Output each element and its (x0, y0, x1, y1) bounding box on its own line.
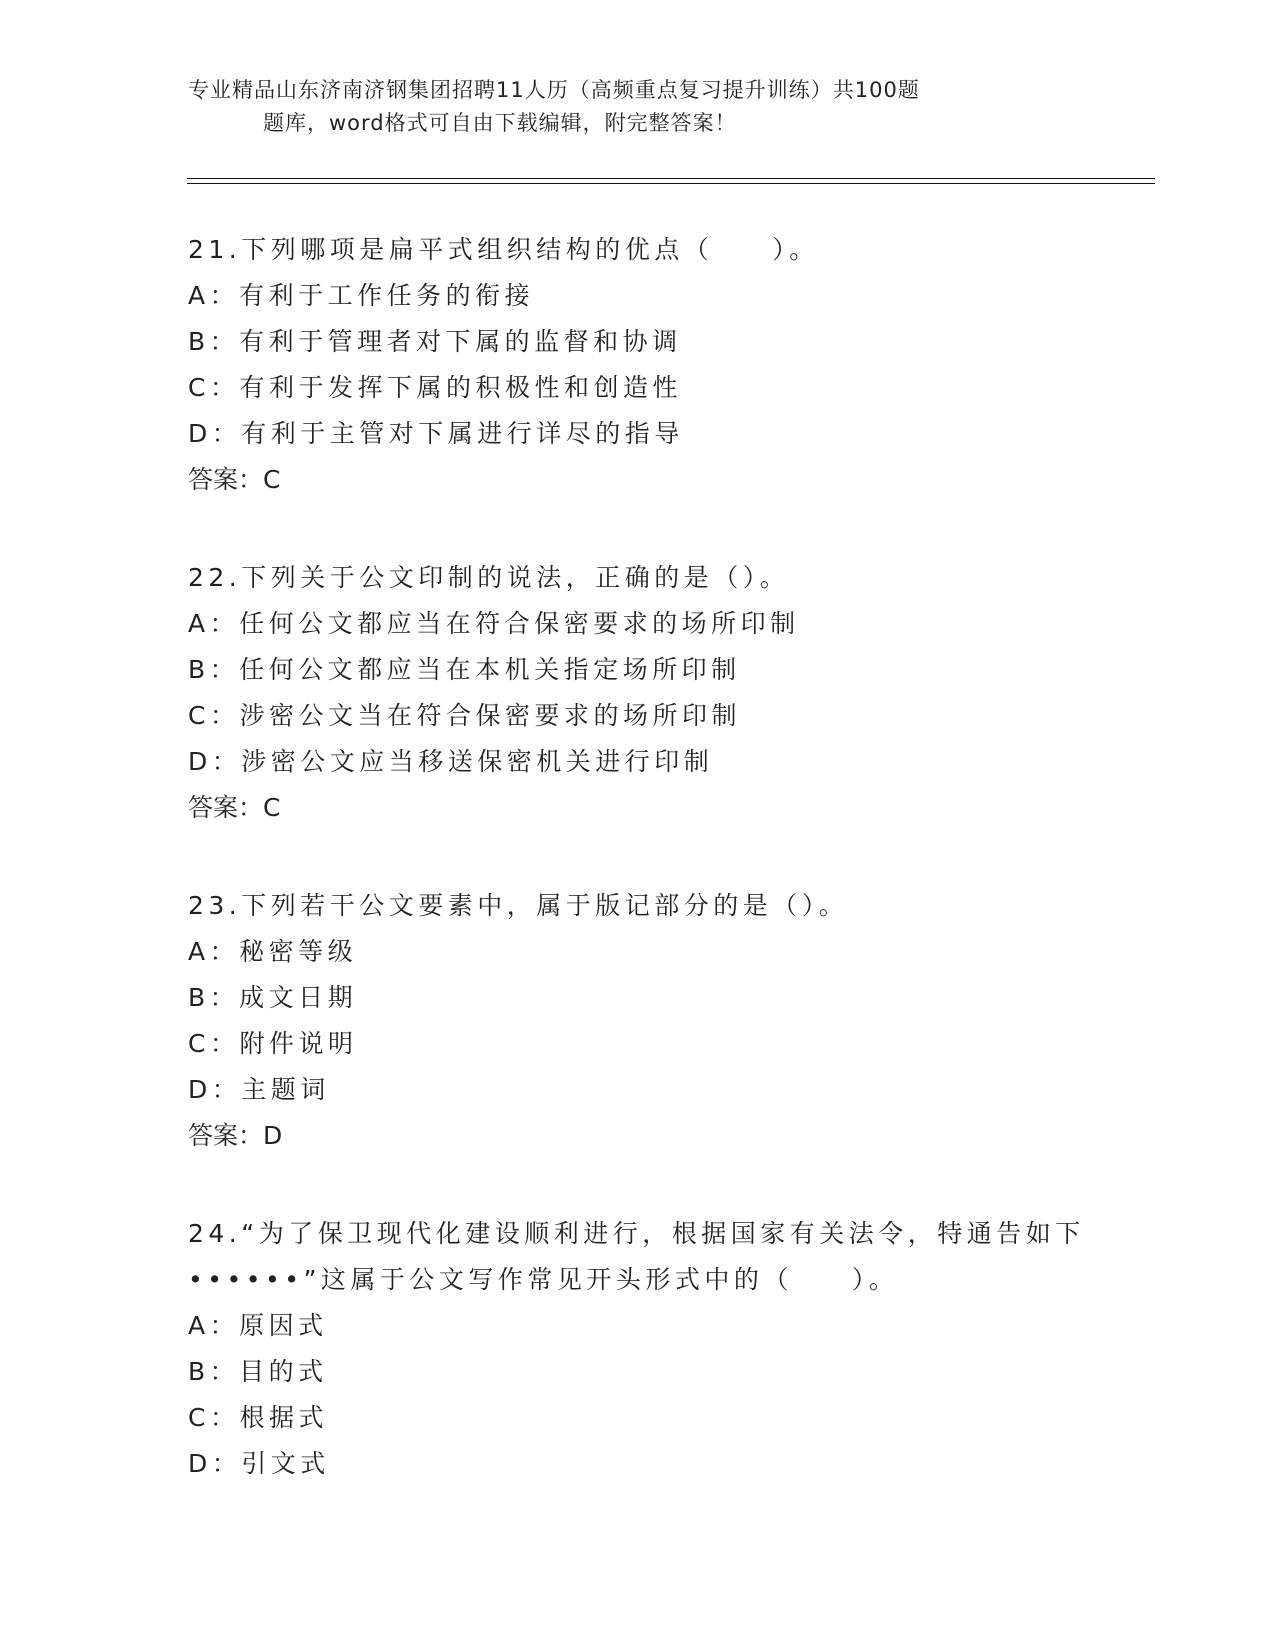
option-a: A：原因式 (188, 1311, 328, 1340)
option-c: C：附件说明 (188, 1029, 358, 1058)
question-stem-continued: ••••••”这属于公文写作常见开头形式中的（ ）。 (188, 1265, 899, 1294)
question-24 (188, 1211, 1088, 1487)
option-a: A：有利于工作任务的衔接 (188, 281, 535, 310)
option-d: D：有利于主管对下属进行详尽的指导 (188, 419, 684, 448)
option-a: A：秘密等级 (188, 937, 358, 966)
option-d: D：引文式 (188, 1449, 330, 1478)
header-title-line2: 题库，word格式可自由下载编辑，附完整答案！ (263, 111, 737, 135)
option-c: C：根据式 (188, 1403, 328, 1432)
option-b: B：任何公文都应当在本机关指定场所印制 (188, 655, 741, 684)
question-22 (188, 555, 1088, 831)
answer-value: C (263, 793, 283, 822)
option-d: D：主题词 (188, 1075, 330, 1104)
option-b: B：有利于管理者对下属的监督和协调 (188, 327, 682, 356)
answer-label: 答案： (188, 465, 264, 494)
answer-label: 答案： (188, 1121, 264, 1150)
option-a: A：任何公文都应当在符合保密要求的场所印制 (188, 609, 800, 638)
document-header (188, 74, 1068, 140)
option-b: B：目的式 (188, 1357, 328, 1386)
question-list (188, 227, 1088, 1539)
option-d: D：涉密公文应当移送保密机关进行印制 (188, 747, 714, 776)
question-stem: 22.下列关于公文印制的说法，正确的是（）。 (188, 563, 790, 592)
question-23 (188, 883, 1088, 1159)
header-title-line1: 专业精品山东济南济钢集团招聘11人历（高频重点复习提升训练）共100题 (188, 78, 920, 102)
question-stem: 21.下列哪项是扁平式组织结构的优点（ ）。 (188, 235, 819, 264)
answer-label: 答案： (188, 793, 264, 822)
answer-line (188, 785, 1088, 831)
option-c: C：涉密公文当在符合保密要求的场所印制 (188, 701, 741, 730)
answer-value: C (263, 465, 283, 494)
answer-line (188, 1113, 1088, 1159)
answer-line (188, 457, 1088, 503)
question-stem: 24.“为了保卫现代化建设顺利进行，根据国家有关法令，特通告如下 (188, 1219, 1085, 1248)
option-c: C：有利于发挥下属的积极性和创造性 (188, 373, 682, 402)
header-divider-bottom (187, 183, 1155, 184)
question-stem: 23.下列若干公文要素中，属于版记部分的是（）。 (188, 891, 849, 920)
answer-value: D (263, 1121, 285, 1150)
option-b: B：成文日期 (188, 983, 358, 1012)
question-21 (188, 227, 1088, 503)
header-divider-top (187, 178, 1155, 179)
